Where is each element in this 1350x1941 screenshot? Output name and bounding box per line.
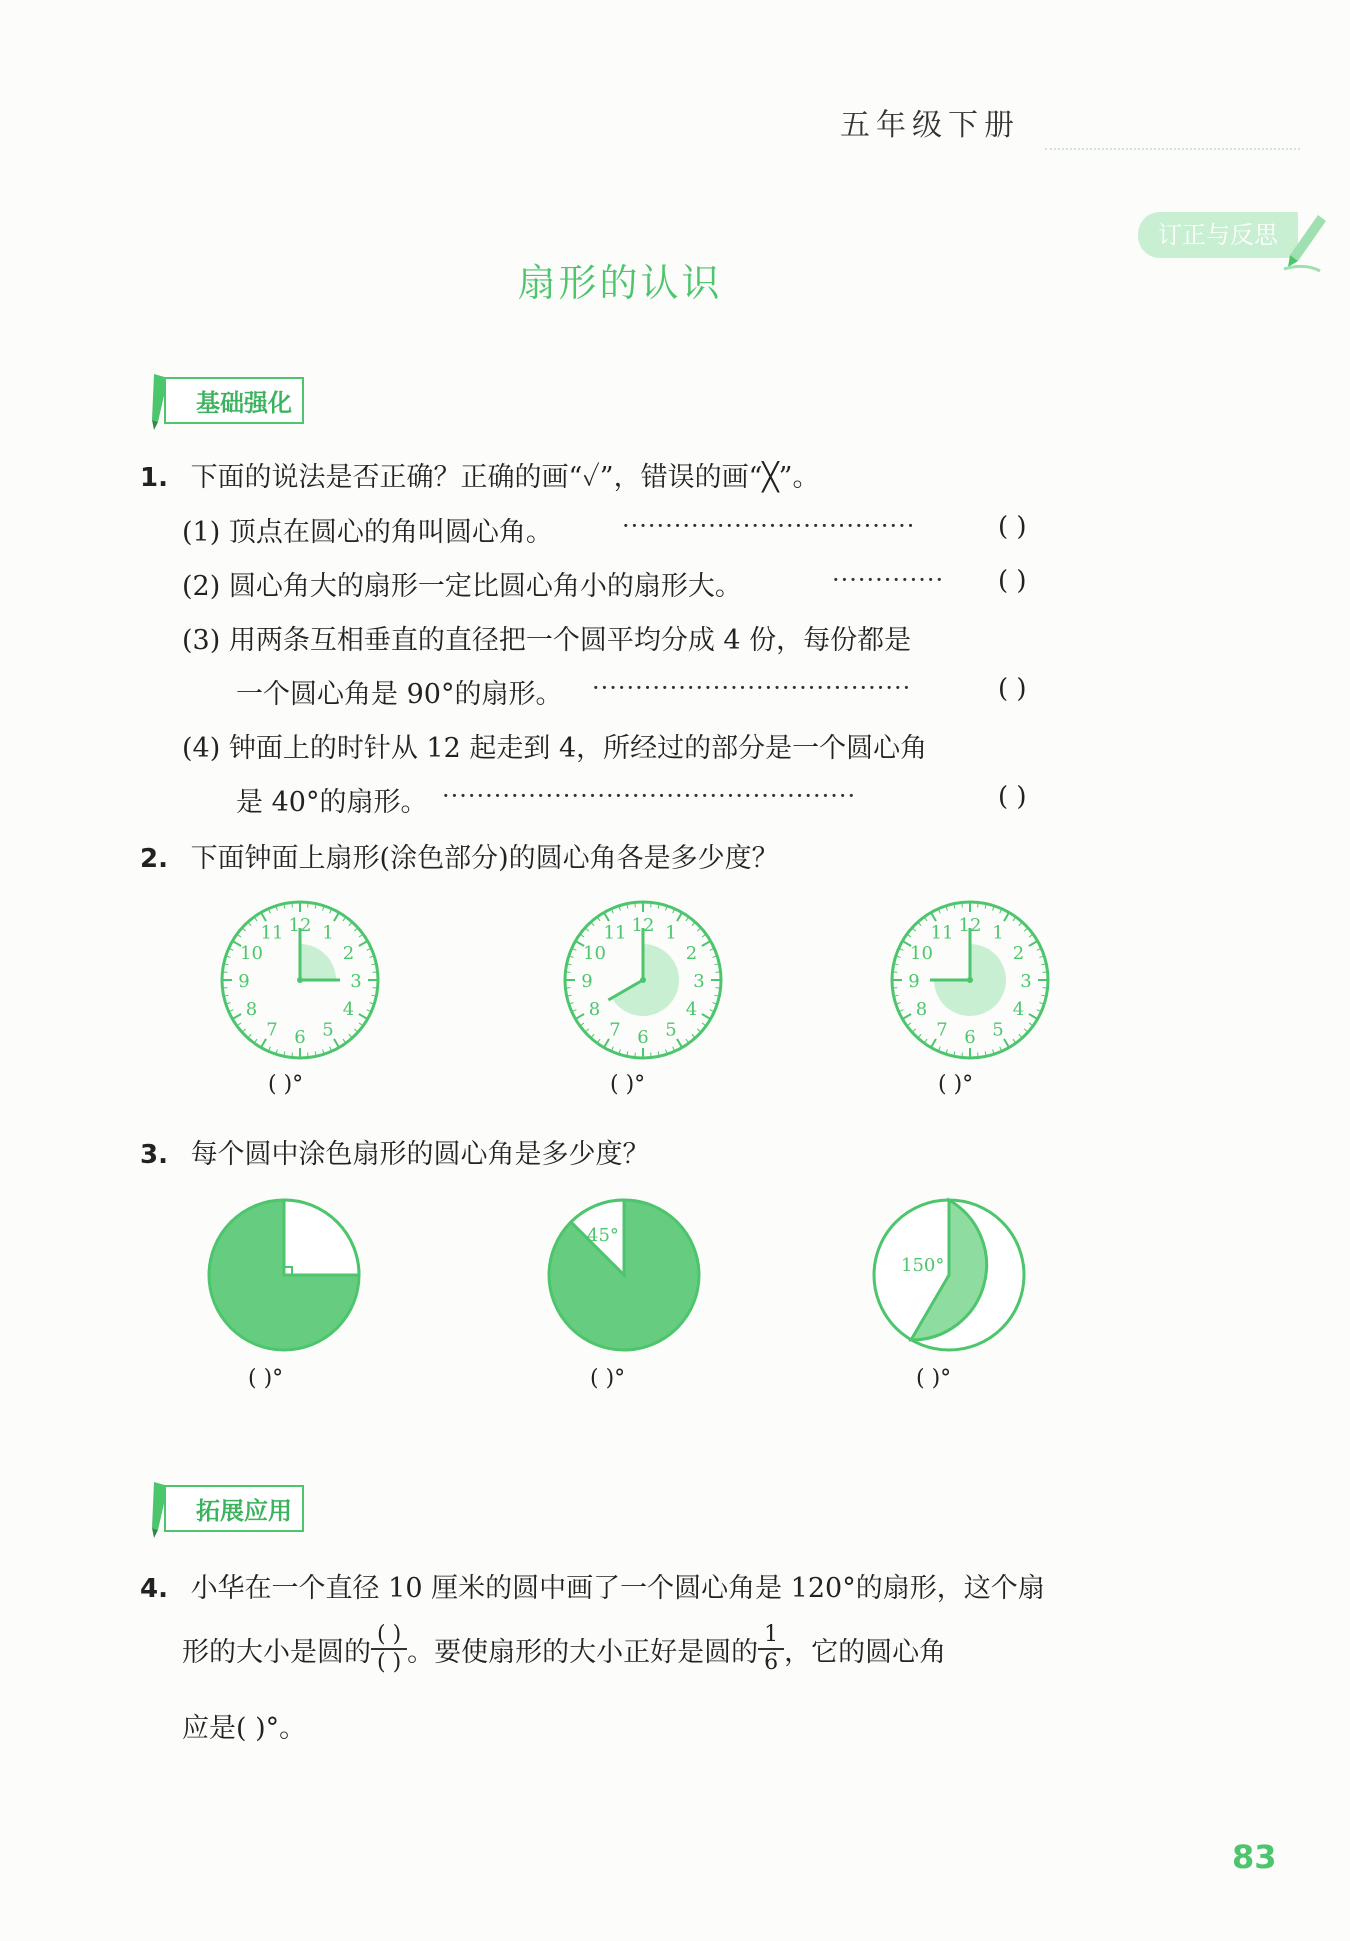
fraction-denominator: 6 (764, 1650, 779, 1675)
tick (242, 1029, 246, 1032)
clock-number: 3 (693, 971, 705, 992)
clock-number: 9 (908, 971, 920, 992)
clock-number: 7 (936, 1019, 948, 1041)
clock-number: 5 (992, 1019, 1004, 1041)
item-label: (3) (182, 625, 221, 656)
tick (931, 912, 936, 921)
tick (585, 928, 589, 931)
pie-2-angle-label: 45° (587, 1225, 619, 1246)
q4-line-1 (140, 1566, 1045, 1605)
section-basic-title: 基础强化 (164, 377, 304, 424)
tick (978, 902, 979, 907)
tick (604, 1039, 609, 1048)
tick (912, 1029, 916, 1032)
item-text: 顶点在圆心的角叫圆心角。 (228, 517, 553, 548)
clock-number: 12 (288, 915, 312, 936)
clock-number: 4 (1012, 999, 1025, 1020)
tick (585, 1029, 589, 1032)
q1-item-3 (182, 618, 911, 657)
tick (962, 902, 963, 907)
clock-number: 8 (588, 999, 601, 1020)
tick (373, 972, 378, 973)
tick (1004, 912, 1009, 921)
tick (292, 902, 293, 907)
q2-text: 下面钟面上扇形(涂色部分)的圆心角各是多少度？ (190, 843, 779, 874)
tick (1004, 1039, 1009, 1048)
clock-number: 12 (631, 915, 655, 936)
q1-number: 1. (140, 463, 168, 493)
item-text: 用两条互相垂直的直径把一个圆平均分成 4 份，每份都是 (228, 625, 912, 656)
tick (222, 988, 227, 989)
tick (373, 988, 378, 989)
fraction-blank-denominator[interactable]: ( ) (377, 1650, 402, 1675)
tick (232, 1014, 241, 1019)
clock-center (640, 977, 646, 983)
clock-number: 6 (964, 1027, 976, 1048)
clock-3 (885, 895, 1055, 1065)
tick (248, 922, 251, 926)
pie-3 (865, 1195, 1035, 1355)
tick (308, 902, 309, 907)
section-basic-badge (146, 370, 304, 430)
tick (575, 1014, 584, 1019)
tick (565, 988, 570, 989)
tick (1043, 988, 1048, 989)
tick (892, 988, 897, 989)
tick (716, 972, 721, 973)
clock-number: 5 (322, 1019, 334, 1041)
tick (677, 1039, 682, 1048)
item-text: 圆心角大的扇形一定比圆心角小的扇形大。 (228, 571, 742, 602)
tick (912, 928, 916, 931)
tick (702, 1014, 711, 1019)
fraction-numerator: 1 (758, 1622, 784, 1650)
tick (962, 1053, 963, 1058)
clock-number: 3 (350, 971, 362, 992)
tick (1019, 1034, 1022, 1038)
q3-answer-1[interactable]: ( )° (248, 1366, 284, 1391)
q1-item-3-cont: 一个圆心角是 90°的扇形。 (236, 679, 563, 710)
fraction-blank[interactable] (371, 1622, 407, 1676)
clock-number: 7 (609, 1019, 621, 1041)
q3-answer-3[interactable]: ( )° (916, 1366, 952, 1391)
q2-answer-1[interactable]: ( )° (268, 1072, 304, 1097)
tick (651, 902, 652, 907)
tick (716, 988, 721, 989)
tick (591, 922, 594, 926)
leader-dots: ············· (832, 566, 945, 594)
tick (978, 1053, 979, 1058)
q2-answer-2[interactable]: ( )° (610, 1072, 646, 1097)
clock-number: 2 (1012, 943, 1025, 964)
answer-blank[interactable]: ( ) (998, 674, 1027, 704)
fraction-blank-numerator[interactable]: ( ) (371, 1622, 407, 1650)
clock-number: 9 (238, 971, 250, 992)
grade-label: 五年级下册 (840, 108, 1020, 143)
clock-number: 4 (342, 999, 355, 1020)
q4-text-2a: 形的大小是圆的 (182, 1636, 371, 1668)
pencil-icon (1280, 205, 1330, 275)
tick (692, 922, 695, 926)
leader-dots: ·································· (622, 512, 916, 540)
tick (359, 941, 368, 946)
clock-1 (215, 895, 385, 1065)
clock-center (967, 977, 973, 983)
q1-item-4 (182, 726, 927, 765)
q2-heading (140, 836, 779, 875)
q4-line-2 (182, 1622, 946, 1676)
tick (354, 928, 358, 931)
shaded-sector (300, 944, 336, 980)
page-title: 扇形的认识 (517, 261, 723, 305)
clock-number: 1 (992, 922, 1004, 944)
tick (354, 1029, 358, 1032)
tick (635, 902, 636, 907)
q3-answer-2[interactable]: ( )° (590, 1366, 626, 1391)
q2-answer-3[interactable]: ( )° (938, 1072, 974, 1097)
answer-blank[interactable]: ( ) (998, 512, 1027, 542)
clock-number: 4 (685, 999, 698, 1020)
section-extend-badge (146, 1478, 304, 1538)
clock-number: 3 (1020, 971, 1032, 992)
tick (248, 1034, 251, 1038)
tick (349, 1034, 352, 1038)
tick (692, 1034, 695, 1038)
q4-line-3[interactable]: 应是( )°。 (182, 1713, 307, 1744)
answer-blank[interactable]: ( ) (998, 782, 1027, 812)
q3-text: 每个圆中涂色扇形的圆心角是多少度？ (190, 1139, 650, 1170)
tick (292, 1053, 293, 1058)
clock-number: 12 (958, 915, 982, 936)
tick (1024, 928, 1028, 931)
clock-number: 10 (583, 943, 606, 964)
page-number: 83 (1232, 1838, 1277, 1876)
tick (1029, 1014, 1038, 1019)
tick (261, 1039, 266, 1048)
pie-3-angle-label: 150° (901, 1255, 945, 1276)
clock-number: 10 (240, 943, 263, 964)
tick (222, 972, 227, 973)
clock-number: 11 (930, 922, 954, 944)
clock-number: 7 (266, 1019, 278, 1041)
clock-number: 6 (637, 1027, 649, 1048)
tick (702, 941, 711, 946)
clock-number: 10 (910, 943, 933, 964)
section-extend-title: 拓展应用 (164, 1485, 304, 1532)
tick (242, 928, 246, 931)
item-label: (1) (182, 517, 221, 548)
tick (308, 1053, 309, 1058)
tick (635, 1053, 636, 1058)
leader-dots: ················································ (442, 782, 857, 810)
leader-dots: ····································· (592, 674, 912, 702)
clock-number: 9 (581, 971, 593, 992)
clock-number: 1 (665, 922, 677, 944)
tick (591, 1034, 594, 1038)
tick (931, 1039, 936, 1048)
clock-number: 8 (245, 999, 258, 1020)
item-label: (4) (182, 733, 221, 764)
item-label: (2) (182, 571, 221, 602)
item-text: 钟面上的时针从 12 起走到 4，所经过的部分是一个圆心角 (228, 733, 928, 764)
q4-number: 4. (140, 1574, 168, 1604)
q1-item-1 (182, 510, 553, 549)
tick (918, 1034, 921, 1038)
q1-item-4-cont: 是 40°的扇形。 (236, 787, 428, 818)
tick (1043, 972, 1048, 973)
q4-text-2b: 。要使扇形的大小正好是圆的 (407, 1636, 759, 1668)
tick (334, 912, 339, 921)
tick (1024, 1029, 1028, 1032)
clock-2 (558, 895, 728, 1065)
tick (1019, 922, 1022, 926)
tick (565, 972, 570, 973)
q1-text: 下面的说法是否正确？正确的画“✓”，错误的画“╳”。 (190, 462, 820, 493)
clock-number: 6 (294, 1027, 306, 1048)
clock-number: 11 (260, 922, 284, 944)
tick (651, 1053, 652, 1058)
clock-center (297, 977, 303, 983)
q3-number: 3. (140, 1140, 168, 1170)
tick (349, 922, 352, 926)
answer-blank[interactable]: ( ) (998, 566, 1027, 596)
q4-text-2c: ，它的圆心角 (784, 1636, 947, 1668)
tick (677, 912, 682, 921)
q1-heading (140, 455, 819, 494)
header-divider (1045, 148, 1300, 150)
tick (902, 1014, 911, 1019)
pie-1 (200, 1195, 370, 1355)
clock-number: 11 (603, 922, 627, 944)
tick (604, 912, 609, 921)
clock-number: 8 (915, 999, 928, 1020)
tick (261, 912, 266, 921)
q1-item-2 (182, 564, 742, 603)
clock-number: 2 (685, 943, 698, 964)
clock-number: 2 (342, 943, 355, 964)
tick (1029, 941, 1038, 946)
tick (697, 928, 701, 931)
tick (918, 922, 921, 926)
q4-text-1: 小华在一个直径 10 厘米的圆中画了一个圆心角是 120°的扇形，这个扇 (190, 1573, 1045, 1604)
tick (359, 1014, 368, 1019)
pie-2 (540, 1195, 710, 1355)
q2-number: 2. (140, 844, 168, 874)
tick (334, 1039, 339, 1048)
tick (892, 972, 897, 973)
clock-number: 1 (322, 922, 334, 944)
reflection-tab: 订正与反思 (1138, 212, 1298, 258)
tick (697, 1029, 701, 1032)
q3-heading (140, 1132, 650, 1171)
fraction-one-sixth (758, 1622, 784, 1676)
clock-number: 5 (665, 1019, 677, 1041)
